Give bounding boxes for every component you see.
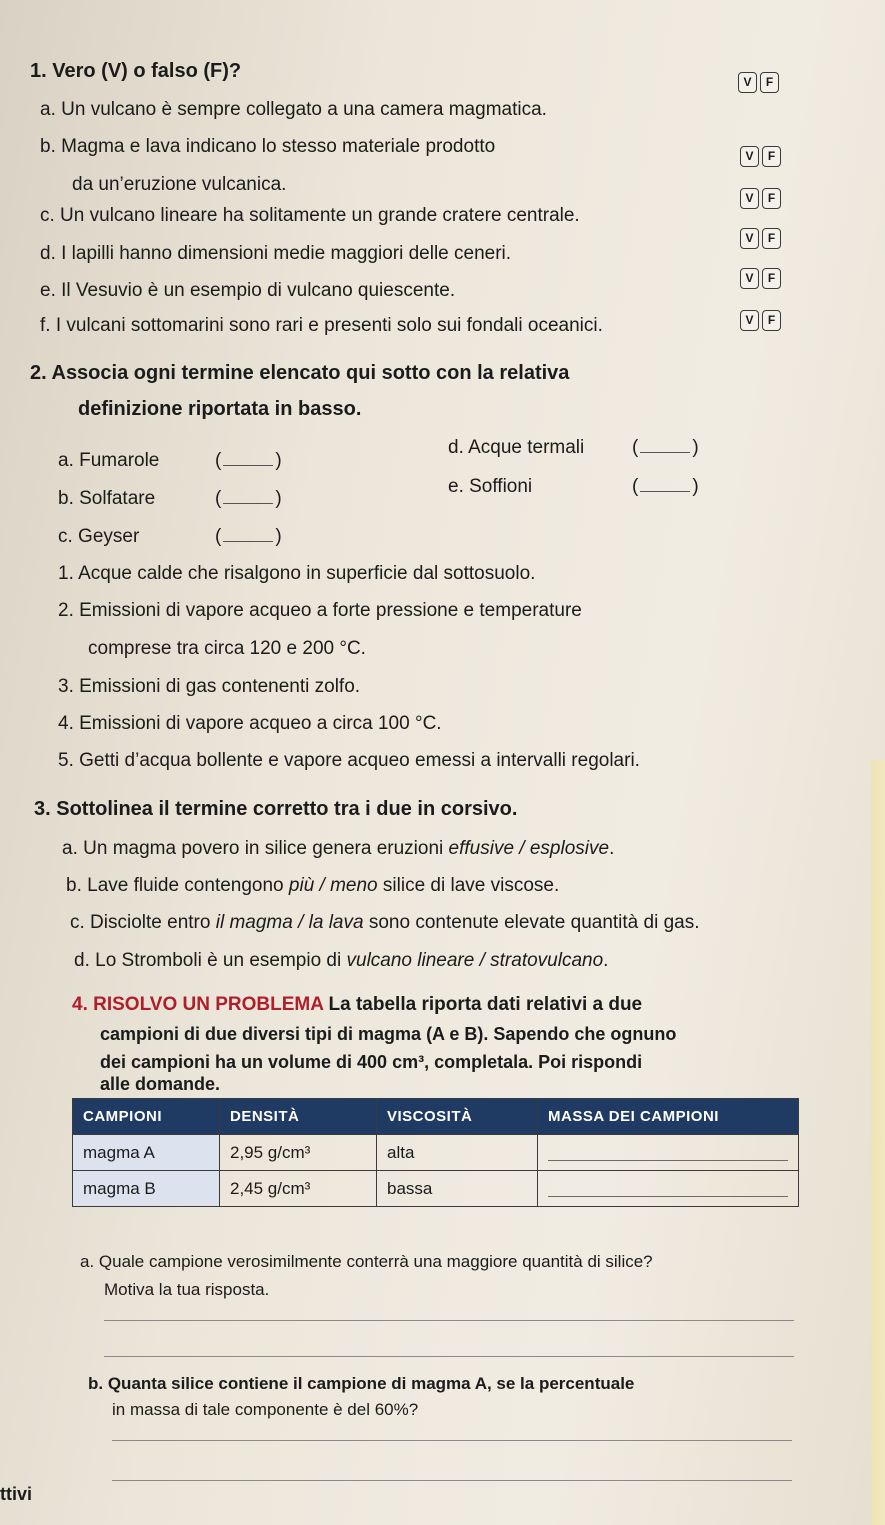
header-campioni: CAMPIONI [73, 1099, 220, 1135]
definition-2: 2. Emissioni di vapore acqueo a forte pressione e temperature [58, 600, 582, 621]
false-box[interactable]: F [760, 72, 779, 93]
choice-pair[interactable]: il magma / la lava [215, 912, 364, 933]
term-fumarole: a. Fumarole [58, 450, 160, 471]
margin-text: ttivi [0, 1484, 33, 1504]
tf-boxes-f[interactable] [740, 310, 781, 331]
section1-title: 1. Vero (V) o falso (F)? [30, 60, 242, 82]
true-box[interactable]: V [740, 310, 759, 331]
header-viscosita: VISCOSITÀ [377, 1099, 538, 1135]
term-acque-termali: d. Acque termali [448, 437, 585, 458]
answer-slot-d[interactable] [632, 437, 699, 459]
tf-boxes-c[interactable] [740, 188, 781, 209]
cell-viscosita: alta [377, 1135, 538, 1171]
section4-title-line3: dei campioni ha un volume di 400 cm³, completala. Poi rispondi [100, 1052, 643, 1072]
open-paren: ( [632, 476, 639, 497]
tf-item-d: d. I lapilli hanno dimensioni medie maggiori delle ceneri. [40, 243, 512, 264]
question-a-line2: Motiva la tua risposta. [104, 1280, 270, 1299]
text: d. Lo Stromboli è un esempio di [74, 950, 347, 971]
answer-line[interactable] [112, 1440, 792, 1441]
cell-densita: 2,95 g/cm³ [220, 1135, 377, 1171]
question-b-line2: in massa di tale componente è del 60%? [112, 1400, 419, 1419]
header-massa: MASSA DEI CAMPIONI [538, 1099, 799, 1135]
question-b-line1: b. Quanta silice contiene il campione di magma A, se la percentuale [88, 1374, 635, 1393]
open-paren: ( [215, 488, 222, 509]
table-row [73, 1135, 799, 1171]
answer-slot-b[interactable] [215, 488, 282, 510]
tf-item-f: f. I vulcani sottomarini sono rari e presenti solo sui fondali oceanici. [40, 315, 603, 336]
tf-item-a: a. Un vulcano è sempre collegato a una camera magmatica. [40, 99, 547, 120]
true-box[interactable]: V [740, 188, 759, 209]
definition-5: 5. Getti d’acqua bollente e vapore acqueo emessi a intervalli regolari. [58, 750, 640, 771]
underline-item-d [74, 950, 608, 972]
text: . [603, 950, 609, 971]
cell-massa-input[interactable] [538, 1171, 799, 1207]
open-paren: ( [215, 526, 222, 547]
definition-1: 1. Acque calde che risalgono in superficie dal sottosuolo. [58, 563, 536, 584]
definition-4: 4. Emissioni di vapore acqueo a circa 100 °C. [58, 713, 442, 734]
term-soffioni: e. Soffioni [448, 476, 533, 497]
close-paren: ) [275, 488, 282, 509]
table-header-row [73, 1099, 799, 1135]
underline-item-a [62, 838, 614, 860]
answer-blank[interactable] [223, 451, 273, 466]
answer-slot-e[interactable] [632, 476, 699, 498]
answer-slot-a[interactable] [215, 450, 282, 472]
page-edge [871, 760, 885, 1525]
answer-line[interactable] [104, 1320, 794, 1321]
false-box[interactable]: F [762, 188, 781, 209]
section2-title-line2: definizione riportata in basso. [78, 398, 362, 420]
section3-title: 3. Sottolinea il termine corretto tra i due in corsivo. [34, 798, 518, 820]
answer-line [548, 1196, 788, 1197]
text: c. Disciolte entro [70, 912, 216, 933]
text: La tabella riporta dati relativi a due [323, 994, 643, 1015]
choice-pair[interactable]: vulcano lineare / stratovulcano [346, 950, 604, 971]
answer-blank[interactable] [640, 438, 690, 453]
answer-slot-c[interactable] [215, 526, 282, 548]
false-box[interactable]: F [762, 228, 781, 249]
text: silice di lave viscose. [377, 875, 560, 896]
header-densita: DENSITÀ [220, 1099, 377, 1135]
section4-title-line1 [72, 994, 642, 1016]
close-paren: ) [275, 526, 282, 547]
term-solfatare: b. Solfatare [58, 488, 156, 509]
close-paren: ) [692, 437, 699, 458]
tf-boxes-a[interactable] [738, 72, 779, 93]
answer-blank[interactable] [640, 477, 690, 492]
cell-massa-input[interactable] [538, 1135, 799, 1171]
definition-2-cont: comprese tra circa 120 e 200 °C. [88, 638, 366, 659]
choice-pair[interactable]: più / meno [288, 875, 378, 896]
cell-campione: magma A [73, 1135, 220, 1171]
true-box[interactable]: V [738, 72, 757, 93]
cell-densita: 2,45 g/cm³ [220, 1171, 377, 1207]
definition-3: 3. Emissioni di gas contenenti zolfo. [58, 676, 361, 697]
text: a. Un magma povero in silice genera eruzioni [62, 838, 449, 859]
underline-item-b [66, 875, 559, 897]
answer-blank[interactable] [223, 527, 273, 542]
close-paren: ) [275, 450, 282, 471]
answer-blank[interactable] [223, 489, 273, 504]
term-geyser: c. Geyser [58, 526, 140, 547]
cell-viscosita: bassa [377, 1171, 538, 1207]
true-box[interactable]: V [740, 228, 759, 249]
problem-label: 4. RISOLVO UN PROBLEMA [72, 994, 324, 1015]
close-paren: ) [692, 476, 699, 497]
text: . [609, 838, 615, 859]
open-paren: ( [215, 450, 222, 471]
section4-title-line4: alle domande. [100, 1074, 221, 1094]
choice-pair[interactable]: effusive / esplosive [448, 838, 610, 859]
tf-boxes-e[interactable] [740, 268, 781, 289]
tf-boxes-d[interactable] [740, 228, 781, 249]
true-box[interactable]: V [740, 146, 759, 167]
answer-line[interactable] [104, 1356, 794, 1357]
tf-item-b-cont: da un’eruzione vulcanica. [72, 174, 287, 195]
open-paren: ( [632, 437, 639, 458]
false-box[interactable]: F [762, 146, 781, 167]
text: sono contenute elevate quantità di gas. [363, 912, 700, 933]
false-box[interactable]: F [762, 310, 781, 331]
answer-line [548, 1160, 788, 1161]
section4-title-line2: campioni di due diversi tipi di magma (A e B). Sapendo che ognuno [100, 1024, 677, 1044]
answer-line[interactable] [112, 1480, 792, 1481]
section2-title-line1: 2. Associa ogni termine elencato qui sotto con la relativa [30, 362, 570, 384]
true-box[interactable]: V [740, 268, 759, 289]
text: b. Lave fluide contengono [66, 875, 289, 896]
table-row [73, 1171, 799, 1207]
cell-campione: magma B [73, 1171, 220, 1207]
tf-item-c: c. Un vulcano lineare ha solitamente un grande cratere centrale. [40, 205, 580, 226]
question-a-line1: a. Quale campione verosimilmente conterrà una maggiore quantità di silice? [80, 1252, 653, 1271]
tf-item-b: b. Magma e lava indicano lo stesso materiale prodotto [40, 136, 496, 157]
false-box[interactable]: F [762, 268, 781, 289]
magma-table [72, 1098, 799, 1207]
underline-item-c [70, 912, 700, 934]
tf-item-e: e. Il Vesuvio è un esempio di vulcano quiescente. [40, 280, 456, 301]
tf-boxes-b[interactable] [740, 146, 781, 167]
